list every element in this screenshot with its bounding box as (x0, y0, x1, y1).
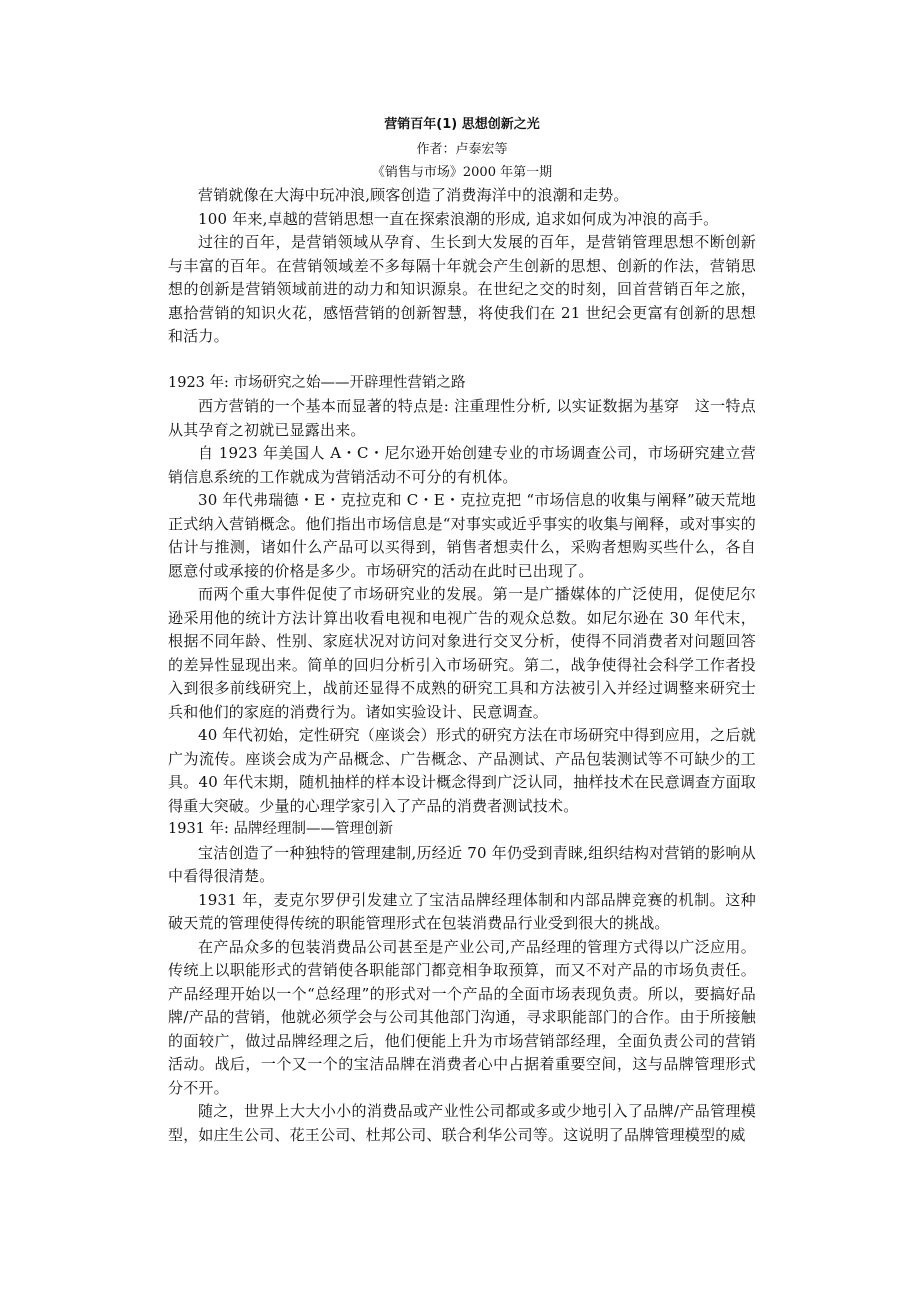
intro-paragraph: 100 年来,卓越的营销思想一直在探索浪潮的形成, 追求如何成为冲浪的高手。 (198, 209, 719, 228)
section-paragraph: 1931 年，麦克尔罗伊引发建立了宝洁品牌经理体制和内部品牌竞赛的机制。这种破天荒的管理使得传统的职能管理形式在包装消费品行业受到很大的挑战。 (168, 890, 756, 932)
intro-paragraph: 营销就像在大海中玩冲浪,顾客创造了消费海洋中的浪潮和走势。 (198, 186, 629, 204)
intro-paragraph: 过往的百年，是营销领域从孕育、生长到大发展的百年，是营销管理思想不断创新与丰富的百年。在营销领域差不多每隔十年就会产生创新的思想、创新的作法，营销思想的创新是营销领域前进的动力和知识源泉。在世纪之交的时刻，回首营销百年之旅，惠拾营销的知识火花，感悟营销的创新智慧，将使我们在 21 世纪会更富有创新的思想和活力。 (168, 233, 756, 345)
section-paragraph: 西方营销的一个基本而显著的特点是: 注重理性分析, 以实证数据为基穿 这一特点从其孕育之初就已显露出来。 (168, 397, 756, 439)
article-source: 《销售与市场》2000 年第一期 (371, 165, 553, 180)
article-author: 作者：卢泰宏等 (416, 142, 508, 157)
section-paragraph: 随之，世界上大大小小的消费品或产业性公司都或多或少地引入了品牌/产品管理模型，如庄生公司、花王公司、杜邦公司、联合利华公司等。这说明了品牌管理模型的威 (168, 1102, 756, 1144)
section-paragraph: 而两个重大事件促使了市场研究业的发展。第一是广播媒体的广泛使用，促使尼尔逊采用他的统计方法计算出收看电视和电视广告的观众总数。如尼尔逊在 30 年代末，根据不同年龄、性别、家庭状况对访问对象进行交叉分析，使得不同消费者对问题回答的差异性显现出来。简单的回归分析引入市场研究。第二，战争使得社会科学工作者投入到很多前线研究上，战前还显得不成熟的研究工具和方法被引入并经过调整来研究士兵和他们的家庭的消费行为。诸如实验设计、民意调查。 (168, 585, 756, 721)
section-heading-1931: 1931 年: 品牌经理制——管理创新 (168, 821, 394, 837)
document-body (168, 112, 756, 1147)
section-paragraph: 30 年代弗瑞德・E・克拉克和 C・E・克拉克把 “市场信息的收集与阐释”破天荒地正式纳入营销概念。他们指出市场信息是“对事实或近乎事实的收集与阐释，或对事实的估计与推测，诸如什么产品可以买得到，销售者想卖什么，采购者想购买些什么，各自愿意付或承接的价格是多少。市场研究的活动在此时已出现了。 (168, 491, 756, 580)
section-paragraph: 自 1923 年美国人 A・C・尼尔逊开始创建专业的市场调查公司，市场研究建立营销信息系统的工作就成为营销活动不可分的有机体。 (168, 444, 756, 486)
article-title: 营销百年(1) 思想创新之光 (384, 117, 540, 132)
section-paragraph: 宝洁创造了一种独特的管理建制,历经近 70 年仍受到青睐,组织结构对营销的影响从中看得很清楚。 (168, 843, 756, 885)
section-heading-1923: 1923 年: 市场研究之始——开辟理性营销之路 (168, 374, 466, 391)
section-paragraph: 在产品众多的包装消费品公司甚至是产业公司,产品经理的管理方式得以广泛应用。传统上以职能形式的营销使各职能部门都竞相争取预算，而又不对产品的市场负责任。产品经理开始以一个“总经理”的形式对一个产品的全面市场表现负责。所以，要搞好品牌/产品的营销，他就必须学会与公司其他部门沟通，寻求职能部门的合作。由于所接触的面较广，做过品牌经理之后，他们便能上升为市场营销部经理，全面负责公司的营销活动。战后，一个又一个的宝洁品牌在消费者心中占据着重要空间，这与品牌管理形式分不开。 (168, 937, 756, 1097)
section-paragraph: 40 年代初始，定性研究（座谈会）形式的研究方法在市场研究中得到应用，之后就广为流传。座谈会成为产品概念、广告概念、产品测试、产品包装测试等不可缺少的工具。40 年代末期，随机抽样的样本设计概念得到广泛认同，抽样技术在民意调查方面取得重大突破。少量的心理学家引入了产品的消费者测试技术。 (168, 726, 756, 815)
blank-line (168, 349, 756, 372)
